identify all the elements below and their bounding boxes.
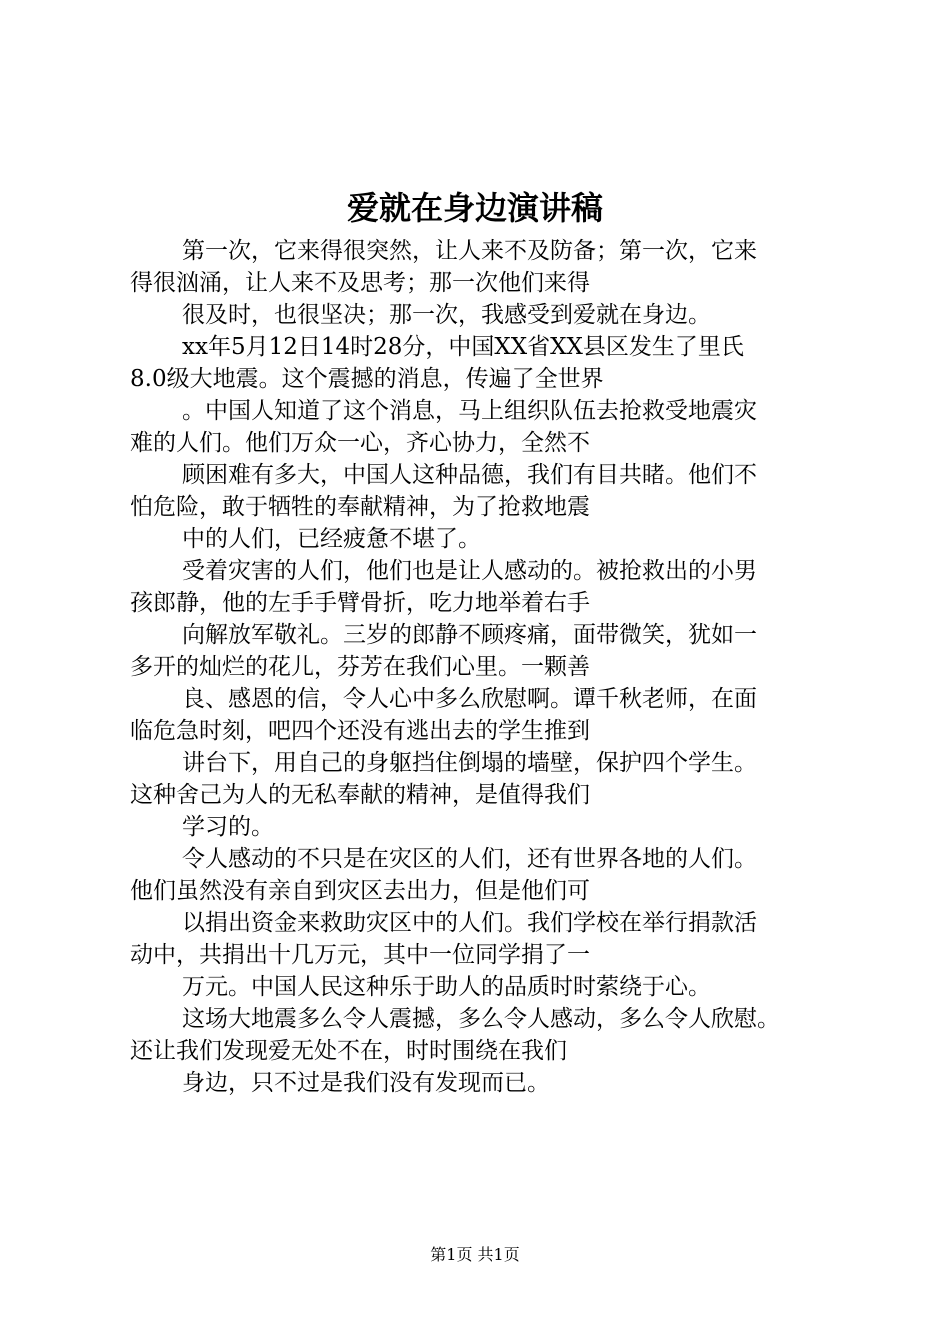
text-line: 讲台下，用自己的身躯挡住倒塌的墙壁，保护四个学生。: [182, 750, 757, 776]
text-line: 多开的灿烂的花儿，芬芳在我们心里。一颗善: [130, 654, 590, 680]
text-line: 很及时，也很坚决；那一次，我感受到爱就在身边。: [182, 302, 711, 328]
text-line: 得很汹涌，让人来不及思考；那一次他们来得: [130, 270, 590, 296]
document-body: [130, 235, 830, 1099]
text-line: 第一次，它来得很突然，让人来不及防备；第一次，它来: [182, 238, 757, 264]
text-line: 孩郎静，他的左手手臂骨折，吃力地举着右手: [130, 590, 590, 616]
text-line: 临危急时刻，吧四个还没有逃出去的学生推到: [130, 718, 590, 744]
text-line: 中的人们，已经疲惫不堪了。: [182, 526, 481, 552]
text-line: 受着灾害的人们，他们也是让人感动的。被抢救出的小男: [182, 558, 757, 584]
text-line: 这场大地震多么令人震撼，多么令人感动，多么令人欣慰。: [182, 1006, 780, 1032]
text-line: 。中国人知道了这个消息，马上组织队伍去抢救受地震灾: [182, 398, 757, 424]
text-line: 良、感恩的信，令人心中多么欣慰啊。谭千秋老师，在面: [182, 686, 757, 712]
text-line: 这种舍己为人的无私奉献的精神，是值得我们: [130, 782, 590, 808]
text-line: 身边，只不过是我们没有发现而已。: [182, 1070, 550, 1096]
text-line: 他们虽然没有亲自到灾区去出力，但是他们可: [130, 878, 590, 904]
text-line: xx年5月12日14时28分，中国XX省XX县区发生了里氏: [182, 334, 744, 360]
page-footer: 第1页 共1页: [430, 1245, 520, 1264]
text-line: 向解放军敬礼。三岁的郎静不顾疼痛，面带微笑，犹如一: [182, 622, 757, 648]
text-line: 8.0级大地震。这个震撼的消息，传遍了全世界: [130, 366, 604, 392]
text-line: 顾困难有多大，中国人这种品德，我们有目共睹。他们不: [182, 462, 757, 488]
document-title: 爱就在身边演讲稿: [346, 189, 603, 227]
text-line: 万元。中国人民这种乐于助人的品质时时萦绕于心。: [182, 974, 711, 1000]
text-line: 学习的。: [182, 814, 274, 840]
text-line: 怕危险，敢于牺牲的奉献精神，为了抢救地震: [130, 494, 590, 520]
text-line: 以捐出资金来救助灾区中的人们。我们学校在举行捐款活: [182, 910, 757, 936]
text-line: 动中，共捐出十几万元，其中一位同学捐了一: [130, 942, 590, 968]
text-line: 还让我们发现爱无处不在，时时围绕在我们: [130, 1038, 567, 1064]
text-line: 令人感动的不只是在灾区的人们，还有世界各地的人们。: [182, 846, 757, 872]
text-line: 难的人们。他们万众一心，齐心协力，全然不: [130, 430, 590, 456]
